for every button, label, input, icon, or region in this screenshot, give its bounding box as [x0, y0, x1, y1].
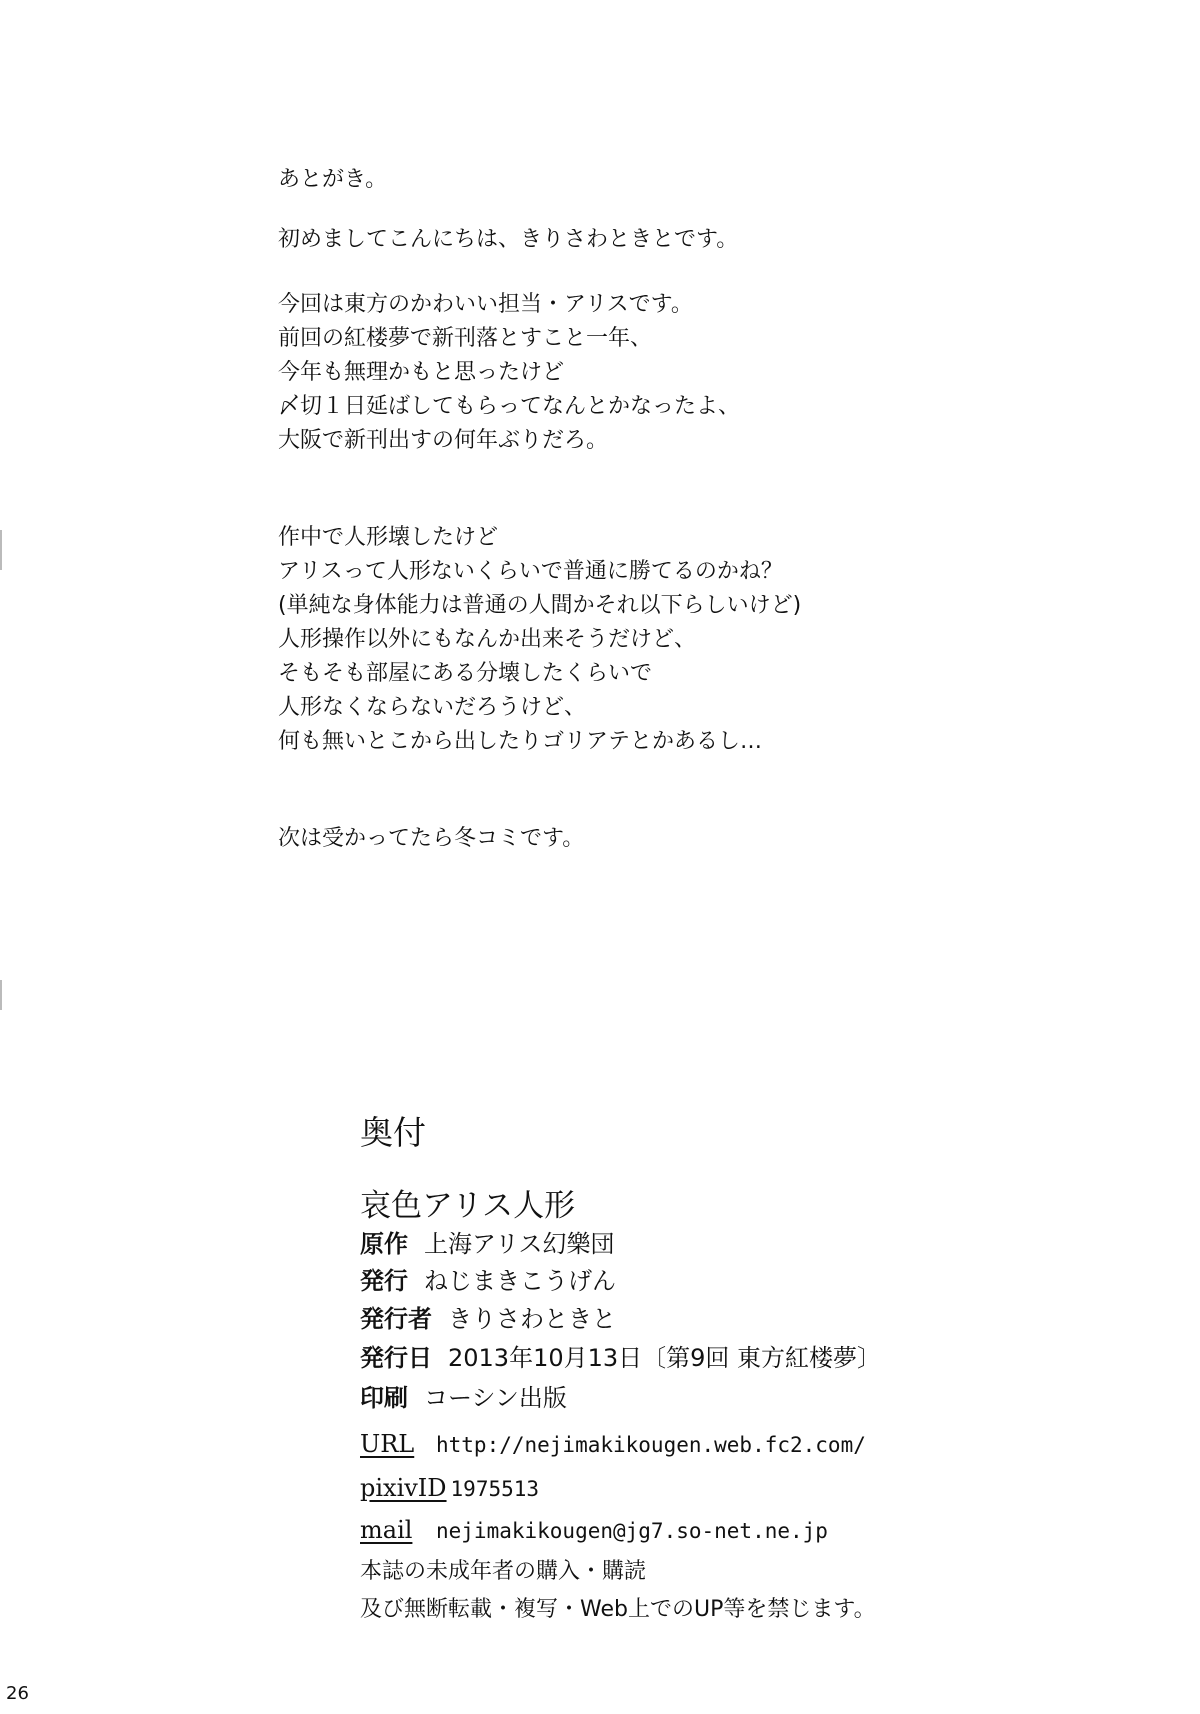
original-value: 上海アリス幻樂団 [424, 1230, 615, 1258]
page-number: 26 [6, 1683, 29, 1704]
afterword-line: 何も無いとこから出したりゴリアテとかあるし… [278, 729, 763, 754]
notice-line: 及び無断転載・複写・Web上でのUP等を禁じます。 [360, 1597, 876, 1622]
afterword-line: 人形操作以外にもなんか出来そうだけど、 [278, 627, 697, 652]
original-label: 原作 [360, 1230, 408, 1258]
afterword-line: 〆切１日延ばしてもらってなんとかなったよ、 [278, 394, 741, 419]
mail-link[interactable]: nejimakikougen@jg7.so-net.ne.jp [436, 1519, 828, 1543]
date-label: 発行日 [360, 1344, 432, 1372]
colophon-row-date [360, 1342, 881, 1374]
afterword-line: 初めましてこんにちは、きりさわときとです。 [278, 227, 739, 252]
printer-label: 印刷 [360, 1384, 408, 1412]
printer-value: コーシン出版 [424, 1384, 567, 1412]
afterword-line: 今年も無理かもと思ったけど [278, 360, 565, 385]
afterword-line: 今回は東方のかわいい担当・アリスです。 [278, 292, 693, 317]
afterword-line: 前回の紅楼夢で新刊落とすこと一年、 [278, 326, 653, 351]
afterword-line: アリスって人形ないくらいで普通に勝てるのかね？ [278, 559, 783, 584]
afterword-line: 作中で人形壊したけど [278, 525, 499, 550]
notice-line: 本誌の未成年者の購入・購読 [360, 1559, 647, 1584]
scan-edge-mark [0, 980, 2, 1010]
mail-label: mail [360, 1516, 413, 1544]
author-label: 発行者 [360, 1305, 432, 1333]
author-value: きりさわときと [448, 1305, 616, 1333]
url-link[interactable]: http://nejimakikougen.web.fc2.com/ [436, 1433, 866, 1457]
date-value: 2013年10月13日〔第9回 東方紅楼夢〕 [448, 1344, 882, 1372]
book-title: 哀色アリス人形 [360, 1188, 576, 1224]
pixiv-id: 1975513 [450, 1477, 540, 1501]
pixiv-label: pixivID [360, 1474, 447, 1502]
afterword-heading: あとがき。 [278, 167, 388, 192]
url-label: URL [360, 1430, 415, 1458]
afterword-line: そもそも部屋にある分壊したくらいで [278, 661, 653, 686]
colophon-row-original [360, 1228, 615, 1260]
colophon-row-url [360, 1428, 866, 1461]
colophon-row-pixiv [360, 1472, 539, 1505]
colophon-row-printer [360, 1382, 567, 1414]
publisher-label: 発行 [360, 1267, 408, 1295]
colophon-row-author [360, 1303, 616, 1335]
afterword-line: 次は受かってたら冬コミです。 [278, 826, 585, 851]
scan-edge-mark [0, 530, 2, 570]
publisher-value: ねじまきこうげん [424, 1267, 616, 1295]
colophon-row-mail [360, 1514, 828, 1547]
colophon-row-publisher [360, 1265, 616, 1297]
afterword-line: 人形なくならないだろうけど、 [278, 695, 587, 720]
afterword-line: 大阪で新刊出すの何年ぶりだろ。 [278, 428, 609, 453]
afterword-line: (単純な身体能力は普通の人間かそれ以下らしいけど) [278, 593, 802, 618]
colophon-title: 奥付 [360, 1113, 426, 1152]
